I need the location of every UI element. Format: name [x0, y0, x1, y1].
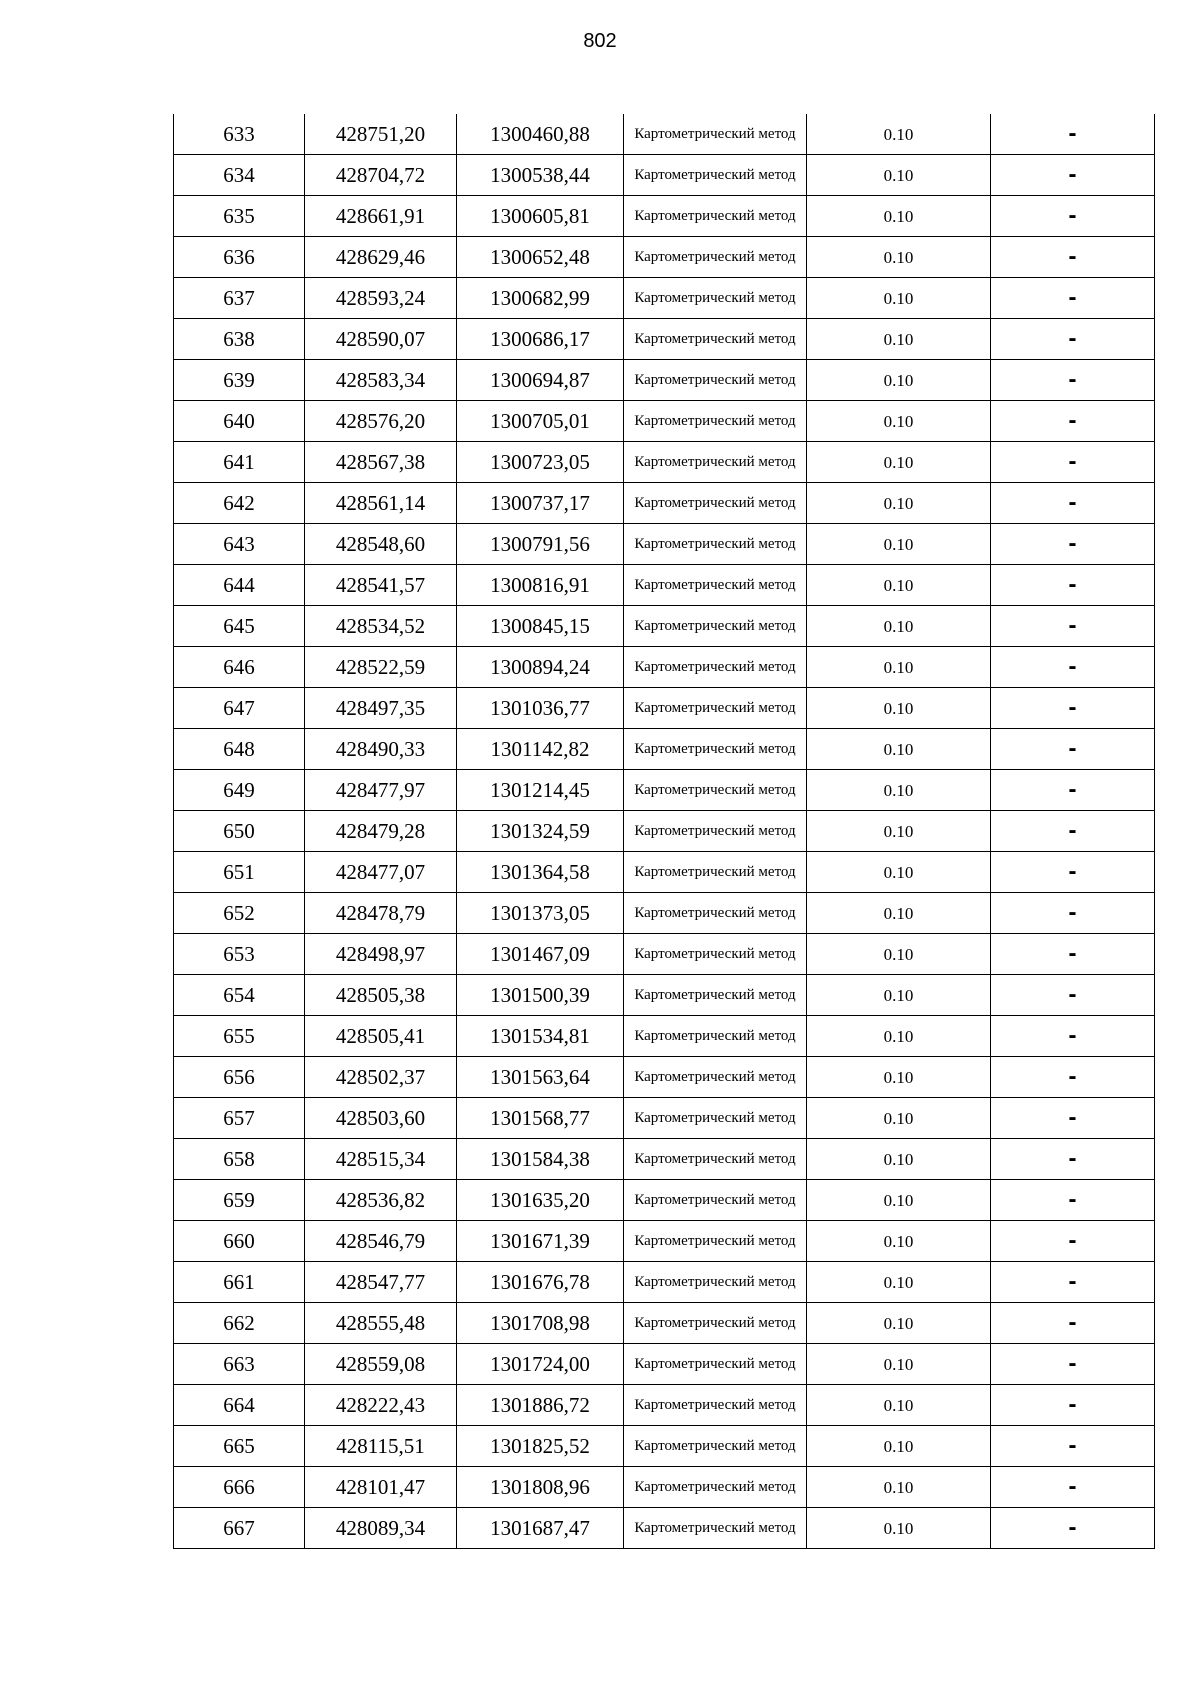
method-text: Картометрический метод [634, 1192, 796, 1208]
table-row [174, 196, 1155, 237]
x-coordinate-cell: 428115,51 [305, 1426, 457, 1467]
method-text: Картометрический метод [634, 1274, 796, 1290]
method-cell [624, 1344, 807, 1385]
point-number-cell: 645 [174, 606, 305, 647]
method-text: Картометрический метод [634, 1397, 796, 1413]
x-coordinate-cell: 428590,07 [305, 319, 457, 360]
accuracy-cell: 0.10 [807, 1221, 991, 1262]
table-row [174, 606, 1155, 647]
y-coordinate-cell: 1301036,77 [457, 688, 624, 729]
x-coordinate-cell: 428534,52 [305, 606, 457, 647]
method-text: Картометрический метод [634, 126, 796, 142]
method-cell [624, 606, 807, 647]
method-cell [624, 1180, 807, 1221]
y-coordinate-cell: 1301676,78 [457, 1262, 624, 1303]
table-row [174, 811, 1155, 852]
method-cell [624, 565, 807, 606]
method-text: Картометрический метод [634, 577, 796, 593]
y-coordinate-cell: 1300723,05 [457, 442, 624, 483]
accuracy-cell: 0.10 [807, 1426, 991, 1467]
point-number-cell: 655 [174, 1016, 305, 1057]
accuracy-cell: 0.10 [807, 319, 991, 360]
method-cell [624, 975, 807, 1016]
table-row [174, 155, 1155, 196]
accuracy-cell: 0.10 [807, 442, 991, 483]
point-number-cell: 642 [174, 483, 305, 524]
description-cell: - [991, 565, 1155, 606]
y-coordinate-cell: 1301364,58 [457, 852, 624, 893]
table-row [174, 360, 1155, 401]
y-coordinate-cell: 1301825,52 [457, 1426, 624, 1467]
accuracy-cell: 0.10 [807, 975, 991, 1016]
method-text: Картометрический метод [634, 618, 796, 634]
point-number-cell: 651 [174, 852, 305, 893]
x-coordinate-cell: 428477,97 [305, 770, 457, 811]
method-cell [624, 1139, 807, 1180]
accuracy-cell: 0.10 [807, 483, 991, 524]
x-coordinate-cell: 428515,34 [305, 1139, 457, 1180]
point-number-cell: 639 [174, 360, 305, 401]
x-coordinate-cell: 428583,34 [305, 360, 457, 401]
x-coordinate-cell: 428498,97 [305, 934, 457, 975]
table-row [174, 975, 1155, 1016]
method-cell [624, 1221, 807, 1262]
method-text: Картометрический метод [634, 987, 796, 1003]
accuracy-cell: 0.10 [807, 606, 991, 647]
x-coordinate-cell: 428576,20 [305, 401, 457, 442]
y-coordinate-cell: 1300686,17 [457, 319, 624, 360]
method-cell [624, 319, 807, 360]
method-text: Картометрический метод [634, 1069, 796, 1085]
point-number-cell: 648 [174, 729, 305, 770]
description-cell: - [991, 811, 1155, 852]
y-coordinate-cell: 1300682,99 [457, 278, 624, 319]
accuracy-cell: 0.10 [807, 278, 991, 319]
method-cell [624, 852, 807, 893]
y-coordinate-cell: 1300845,15 [457, 606, 624, 647]
accuracy-cell: 0.10 [807, 524, 991, 565]
table-row [174, 1016, 1155, 1057]
table-row [174, 1221, 1155, 1262]
table-row [174, 729, 1155, 770]
y-coordinate-cell: 1300538,44 [457, 155, 624, 196]
accuracy-cell: 0.10 [807, 1303, 991, 1344]
x-coordinate-cell: 428522,59 [305, 647, 457, 688]
method-cell [624, 688, 807, 729]
x-coordinate-cell: 428101,47 [305, 1467, 457, 1508]
method-cell [624, 114, 807, 155]
accuracy-cell: 0.10 [807, 1344, 991, 1385]
x-coordinate-cell: 428704,72 [305, 155, 457, 196]
table-row [174, 1467, 1155, 1508]
accuracy-cell: 0.10 [807, 1098, 991, 1139]
table-row [174, 1057, 1155, 1098]
accuracy-cell: 0.10 [807, 237, 991, 278]
description-cell: - [991, 1180, 1155, 1221]
method-text: Картометрический метод [634, 1110, 796, 1126]
y-coordinate-cell: 1301808,96 [457, 1467, 624, 1508]
method-cell [624, 729, 807, 770]
point-number-cell: 666 [174, 1467, 305, 1508]
method-cell [624, 1057, 807, 1098]
description-cell: - [991, 1385, 1155, 1426]
method-text: Картометрический метод [634, 1151, 796, 1167]
method-cell [624, 1098, 807, 1139]
accuracy-cell: 0.10 [807, 647, 991, 688]
table-row [174, 852, 1155, 893]
table-row [174, 483, 1155, 524]
point-number-cell: 657 [174, 1098, 305, 1139]
y-coordinate-cell: 1301324,59 [457, 811, 624, 852]
table-row [174, 1344, 1155, 1385]
method-text: Картометрический метод [634, 946, 796, 962]
method-cell [624, 524, 807, 565]
y-coordinate-cell: 1300894,24 [457, 647, 624, 688]
description-cell: - [991, 852, 1155, 893]
method-text: Картометрический метод [634, 1233, 796, 1249]
accuracy-cell: 0.10 [807, 360, 991, 401]
x-coordinate-cell: 428546,79 [305, 1221, 457, 1262]
x-coordinate-cell: 428629,46 [305, 237, 457, 278]
y-coordinate-cell: 1301708,98 [457, 1303, 624, 1344]
accuracy-cell: 0.10 [807, 688, 991, 729]
accuracy-cell: 0.10 [807, 1139, 991, 1180]
table-row [174, 1098, 1155, 1139]
method-cell [624, 1426, 807, 1467]
table-row [174, 524, 1155, 565]
table-row [174, 319, 1155, 360]
point-number-cell: 653 [174, 934, 305, 975]
point-number-cell: 662 [174, 1303, 305, 1344]
method-cell [624, 770, 807, 811]
method-text: Картометрический метод [634, 331, 796, 347]
point-number-cell: 660 [174, 1221, 305, 1262]
point-number-cell: 667 [174, 1508, 305, 1549]
y-coordinate-cell: 1301687,47 [457, 1508, 624, 1549]
y-coordinate-cell: 1301635,20 [457, 1180, 624, 1221]
table-row [174, 770, 1155, 811]
table-row [174, 893, 1155, 934]
y-coordinate-cell: 1300605,81 [457, 196, 624, 237]
method-cell [624, 196, 807, 237]
table-row [174, 688, 1155, 729]
point-number-cell: 652 [174, 893, 305, 934]
x-coordinate-cell: 428567,38 [305, 442, 457, 483]
description-cell: - [991, 1467, 1155, 1508]
x-coordinate-cell: 428555,48 [305, 1303, 457, 1344]
method-text: Картометрический метод [634, 741, 796, 757]
x-coordinate-cell: 428479,28 [305, 811, 457, 852]
point-number-cell: 659 [174, 1180, 305, 1221]
method-cell [624, 401, 807, 442]
method-text: Картометрический метод [634, 372, 796, 388]
method-text: Картометрический метод [634, 413, 796, 429]
accuracy-cell: 0.10 [807, 155, 991, 196]
method-cell [624, 237, 807, 278]
x-coordinate-cell: 428559,08 [305, 1344, 457, 1385]
point-number-cell: 656 [174, 1057, 305, 1098]
accuracy-cell: 0.10 [807, 401, 991, 442]
y-coordinate-cell: 1301584,38 [457, 1139, 624, 1180]
method-text: Картометрический метод [634, 1028, 796, 1044]
description-cell: - [991, 934, 1155, 975]
method-text: Картометрический метод [634, 167, 796, 183]
description-cell: - [991, 278, 1155, 319]
method-cell [624, 360, 807, 401]
method-cell [624, 155, 807, 196]
table-row [174, 1139, 1155, 1180]
description-cell: - [991, 975, 1155, 1016]
point-number-cell: 664 [174, 1385, 305, 1426]
method-text: Картометрический метод [634, 782, 796, 798]
y-coordinate-cell: 1301534,81 [457, 1016, 624, 1057]
point-number-cell: 636 [174, 237, 305, 278]
y-coordinate-cell: 1300791,56 [457, 524, 624, 565]
x-coordinate-cell: 428561,14 [305, 483, 457, 524]
description-cell: - [991, 688, 1155, 729]
description-cell: - [991, 401, 1155, 442]
description-cell: - [991, 647, 1155, 688]
table-row [174, 1303, 1155, 1344]
point-number-cell: 638 [174, 319, 305, 360]
description-cell: - [991, 770, 1155, 811]
x-coordinate-cell: 428661,91 [305, 196, 457, 237]
table-row [174, 278, 1155, 319]
point-number-cell: 650 [174, 811, 305, 852]
method-text: Картометрический метод [634, 823, 796, 839]
point-number-cell: 634 [174, 155, 305, 196]
point-number-cell: 641 [174, 442, 305, 483]
method-text: Картометрический метод [634, 864, 796, 880]
method-text: Картометрический метод [634, 208, 796, 224]
point-number-cell: 637 [174, 278, 305, 319]
table-row [174, 1508, 1155, 1549]
accuracy-cell: 0.10 [807, 1016, 991, 1057]
x-coordinate-cell: 428548,60 [305, 524, 457, 565]
table-row [174, 565, 1155, 606]
accuracy-cell: 0.10 [807, 770, 991, 811]
method-cell [624, 811, 807, 852]
method-cell [624, 1385, 807, 1426]
method-text: Картометрический метод [634, 1479, 796, 1495]
description-cell: - [991, 729, 1155, 770]
description-cell: - [991, 1344, 1155, 1385]
y-coordinate-cell: 1301373,05 [457, 893, 624, 934]
y-coordinate-cell: 1301568,77 [457, 1098, 624, 1139]
x-coordinate-cell: 428490,33 [305, 729, 457, 770]
description-cell: - [991, 1262, 1155, 1303]
y-coordinate-cell: 1301214,45 [457, 770, 624, 811]
accuracy-cell: 0.10 [807, 1508, 991, 1549]
accuracy-cell: 0.10 [807, 852, 991, 893]
y-coordinate-cell: 1301886,72 [457, 1385, 624, 1426]
x-coordinate-cell: 428089,34 [305, 1508, 457, 1549]
method-text: Картометрический метод [634, 700, 796, 716]
description-cell: - [991, 1426, 1155, 1467]
x-coordinate-cell: 428751,20 [305, 114, 457, 155]
point-number-cell: 646 [174, 647, 305, 688]
method-cell [624, 647, 807, 688]
accuracy-cell: 0.10 [807, 1180, 991, 1221]
x-coordinate-cell: 428497,35 [305, 688, 457, 729]
description-cell: - [991, 1221, 1155, 1262]
point-number-cell: 643 [174, 524, 305, 565]
description-cell: - [991, 893, 1155, 934]
accuracy-cell: 0.10 [807, 934, 991, 975]
description-cell: - [991, 1098, 1155, 1139]
y-coordinate-cell: 1300652,48 [457, 237, 624, 278]
y-coordinate-cell: 1301142,82 [457, 729, 624, 770]
method-cell [624, 1467, 807, 1508]
method-text: Картометрический метод [634, 1315, 796, 1331]
point-number-cell: 640 [174, 401, 305, 442]
method-text: Картометрический метод [634, 1356, 796, 1372]
x-coordinate-cell: 428502,37 [305, 1057, 457, 1098]
method-cell [624, 442, 807, 483]
y-coordinate-cell: 1301724,00 [457, 1344, 624, 1385]
x-coordinate-cell: 428505,38 [305, 975, 457, 1016]
accuracy-cell: 0.10 [807, 114, 991, 155]
method-cell [624, 278, 807, 319]
x-coordinate-cell: 428541,57 [305, 565, 457, 606]
method-text: Картометрический метод [634, 495, 796, 511]
x-coordinate-cell: 428222,43 [305, 1385, 457, 1426]
accuracy-cell: 0.10 [807, 729, 991, 770]
table-row [174, 1180, 1155, 1221]
table-row [174, 1426, 1155, 1467]
method-cell [624, 1016, 807, 1057]
point-number-cell: 633 [174, 114, 305, 155]
accuracy-cell: 0.10 [807, 1385, 991, 1426]
point-number-cell: 658 [174, 1139, 305, 1180]
x-coordinate-cell: 428505,41 [305, 1016, 457, 1057]
y-coordinate-cell: 1300737,17 [457, 483, 624, 524]
method-text: Картометрический метод [634, 290, 796, 306]
x-coordinate-cell: 428593,24 [305, 278, 457, 319]
description-cell: - [991, 483, 1155, 524]
accuracy-cell: 0.10 [807, 1467, 991, 1508]
point-number-cell: 635 [174, 196, 305, 237]
coordinates-table-body [174, 114, 1155, 1549]
method-text: Картометрический метод [634, 1438, 796, 1454]
table-row [174, 401, 1155, 442]
method-cell [624, 1262, 807, 1303]
y-coordinate-cell: 1300705,01 [457, 401, 624, 442]
method-cell [624, 1303, 807, 1344]
accuracy-cell: 0.10 [807, 565, 991, 606]
table-row [174, 114, 1155, 155]
x-coordinate-cell: 428536,82 [305, 1180, 457, 1221]
accuracy-cell: 0.10 [807, 893, 991, 934]
description-cell: - [991, 1303, 1155, 1344]
point-number-cell: 647 [174, 688, 305, 729]
y-coordinate-cell: 1301563,64 [457, 1057, 624, 1098]
x-coordinate-cell: 428547,77 [305, 1262, 457, 1303]
point-number-cell: 644 [174, 565, 305, 606]
description-cell: - [991, 114, 1155, 155]
description-cell: - [991, 237, 1155, 278]
method-text: Картометрический метод [634, 1520, 796, 1536]
description-cell: - [991, 442, 1155, 483]
table-row [174, 442, 1155, 483]
x-coordinate-cell: 428477,07 [305, 852, 457, 893]
y-coordinate-cell: 1300460,88 [457, 114, 624, 155]
description-cell: - [991, 1139, 1155, 1180]
point-number-cell: 665 [174, 1426, 305, 1467]
description-cell: - [991, 360, 1155, 401]
table-row [174, 1385, 1155, 1426]
table-row [174, 237, 1155, 278]
table-row [174, 1262, 1155, 1303]
y-coordinate-cell: 1301467,09 [457, 934, 624, 975]
method-cell [624, 934, 807, 975]
method-cell [624, 1508, 807, 1549]
description-cell: - [991, 196, 1155, 237]
x-coordinate-cell: 428503,60 [305, 1098, 457, 1139]
x-coordinate-cell: 428478,79 [305, 893, 457, 934]
method-text: Картометрический метод [634, 536, 796, 552]
accuracy-cell: 0.10 [807, 196, 991, 237]
y-coordinate-cell: 1300816,91 [457, 565, 624, 606]
table-row [174, 647, 1155, 688]
method-text: Картометрический метод [634, 249, 796, 265]
description-cell: - [991, 524, 1155, 565]
description-cell: - [991, 1508, 1155, 1549]
method-text: Картометрический метод [634, 454, 796, 470]
accuracy-cell: 0.10 [807, 811, 991, 852]
description-cell: - [991, 155, 1155, 196]
accuracy-cell: 0.10 [807, 1057, 991, 1098]
description-cell: - [991, 1057, 1155, 1098]
table-row [174, 934, 1155, 975]
point-number-cell: 663 [174, 1344, 305, 1385]
accuracy-cell: 0.10 [807, 1262, 991, 1303]
description-cell: - [991, 606, 1155, 647]
y-coordinate-cell: 1301671,39 [457, 1221, 624, 1262]
y-coordinate-cell: 1301500,39 [457, 975, 624, 1016]
point-number-cell: 654 [174, 975, 305, 1016]
point-number-cell: 661 [174, 1262, 305, 1303]
method-cell [624, 893, 807, 934]
point-number-cell: 649 [174, 770, 305, 811]
page-number: 802 [583, 30, 617, 52]
method-cell [624, 483, 807, 524]
coordinates-table [173, 114, 1155, 1549]
method-text: Картометрический метод [634, 905, 796, 921]
method-text: Картометрический метод [634, 659, 796, 675]
y-coordinate-cell: 1300694,87 [457, 360, 624, 401]
description-cell: - [991, 1016, 1155, 1057]
description-cell: - [991, 319, 1155, 360]
